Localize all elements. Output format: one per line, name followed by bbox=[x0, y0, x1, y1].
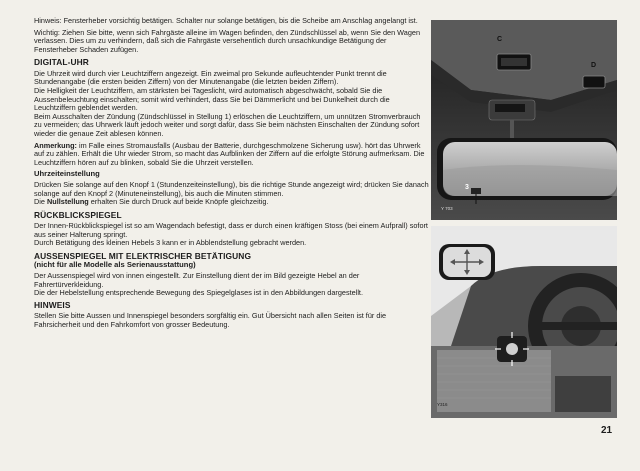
wichtig-paragraph: Wichtig: Ziehen Sie bitte, wenn sich Fahrgäste alleine im Wagen befinden, den Zündschlüssel ab, wenn Sie den Wagen verlassen. Dies um zu verhindern, daß sich die Fahrgäste versehentlich durch unsachkundige Betätigung der Fensterheber Schaden zufügen. bbox=[34, 27, 421, 54]
hinweis-heading: HINWEIS bbox=[34, 300, 71, 311]
rueckblickspiegel-heading: RÜCKBLICKSPIEGEL bbox=[34, 209, 122, 220]
label-c: C bbox=[497, 36, 503, 43]
rearview-mirror-photo bbox=[431, 20, 617, 220]
uhrzeiteinstellung-text: Drücken Sie solange auf den Knopf 1 (Stundenzeiteinstellung), bis die richtige Stunde angezeigt wird; drücken Sie danach solange auf den Knopf 2 (Minuteneinstellung), bis auch die Minuten stimmen. bbox=[34, 180, 429, 198]
digital-uhr-heading: DIGITAL-UHR bbox=[34, 57, 89, 68]
exterior-mirror-illustration bbox=[431, 226, 617, 418]
null-pre: Die bbox=[34, 197, 47, 207]
anmerkung-paragraph bbox=[34, 142, 430, 168]
uhr-paragraph-1: Die Uhrzeit wird durch vier Leuchtziffern angezeigt. Ein zweimal pro Sekunde aufleuchtender Punkt trennt die Stundenangabe (die ersten beiden Ziffern) von der Minutenangabe (die letzten beiden Ziffern). bbox=[34, 68, 387, 87]
anmerkung-text: im Falle eines Stromausfalls (Ausbau der Batterie, durchgeschmolzene Sicherung usw). hört das Uhrwerk auf zu zählen. Erhält die Uhr wieder Strom, so macht das Aufblinken der Ziffern auf die erfolgte Störung aufmerksam. Die Leuchtziffern hören auf zu blinken, sobald Sie die Uhrzeit verstellen. bbox=[34, 140, 425, 167]
anmerkung-label: Anmerkung: bbox=[34, 140, 77, 150]
figure-code-top: Y 703 bbox=[441, 206, 453, 211]
page-number: 21 bbox=[601, 425, 613, 436]
aussen-paragraph-1: Der Aussenspiegel wird von innen eingestellt. Zur Einstellung dient der im Bild gezeigte Hebel an der Fahrertürverkleidung. bbox=[34, 271, 360, 289]
aussenspiegel-subheading: (nicht für alle Modelle als Serienausstattung) bbox=[34, 260, 196, 270]
hinweis-text: Stellen Sie bitte Aussen und Innenspiegel besonders sorgfältig ein. Gut Übersicht nach allen Seiten ist für die Fahrsicherheit und den Fahrkomfort von grosser Bedeutung. bbox=[34, 311, 387, 330]
text-column bbox=[34, 17, 430, 333]
null-post: erhalten Sie durch Druck auf beide Knöpfe gleichzeitig. bbox=[88, 197, 269, 207]
figure-code-bottom: Y316 bbox=[437, 402, 448, 407]
aussenspiegel-heading: AUSSENSPIEGEL MIT ELEKTRISCHER BETÄTIGUNG bbox=[34, 251, 252, 262]
spiegel-paragraph-2: Durch Betätigung des kleinen Hebels 3 kann er in Abblendstellung gebracht werden. bbox=[34, 238, 307, 248]
uhr-paragraph-3: Beim Ausschalten der Zündung (Zündschlüssel in Stellung 1) erlöschen die Leuchtziffern, um unnützen Stromverbrauch zu vermeiden; das Uhrwerk läuft jedoch weiter und sorgt dafür, dass Sie beim nächsten Einschalten der Zündung sofort wieder die genaue Zeit ablesen können. bbox=[34, 111, 421, 138]
label-d: D bbox=[591, 62, 597, 69]
uhrzeiteinstellung-heading: Uhrzeiteinstellung bbox=[34, 169, 100, 179]
label-3: 3 bbox=[465, 184, 469, 191]
aussen-paragraph-2: Die der Hebelstellung entsprechende Bewegung des Spiegelglases ist in den Abbildungen dargestellt. bbox=[34, 288, 363, 298]
spiegel-paragraph-1: Der Innen-Rückblickspiegel ist so am Wagendach befestigt, dass er durch einen kräftigen Stoss (bei einem Aufprall) sofort aus seiner Halterung springt. bbox=[34, 221, 428, 239]
hinweis-fensterheber: Hinweis: Fensterheber vorsichtig betätigen. Schalter nur solange betätigen, bis die Scheibe am Anschlag angelangt ist. bbox=[34, 16, 418, 25]
exterior-mirror-photo bbox=[431, 226, 617, 418]
nullstellung-paragraph bbox=[34, 198, 430, 207]
null-bold: Nullstellung bbox=[46, 197, 89, 207]
uhr-paragraph-2: Die Helligkeit der Leuchtziffern, am stärksten bei Tageslicht, wird automatisch abgeschwächt, sobald Sie die Aussenbeleuchtung einschalten; somit wird verhindert, dass Sie bei Dämmerlicht und bei Dunkelheit durch die Leuchtziffern geblendet werden. bbox=[34, 85, 390, 113]
rearview-mirror-illustration bbox=[431, 20, 617, 220]
